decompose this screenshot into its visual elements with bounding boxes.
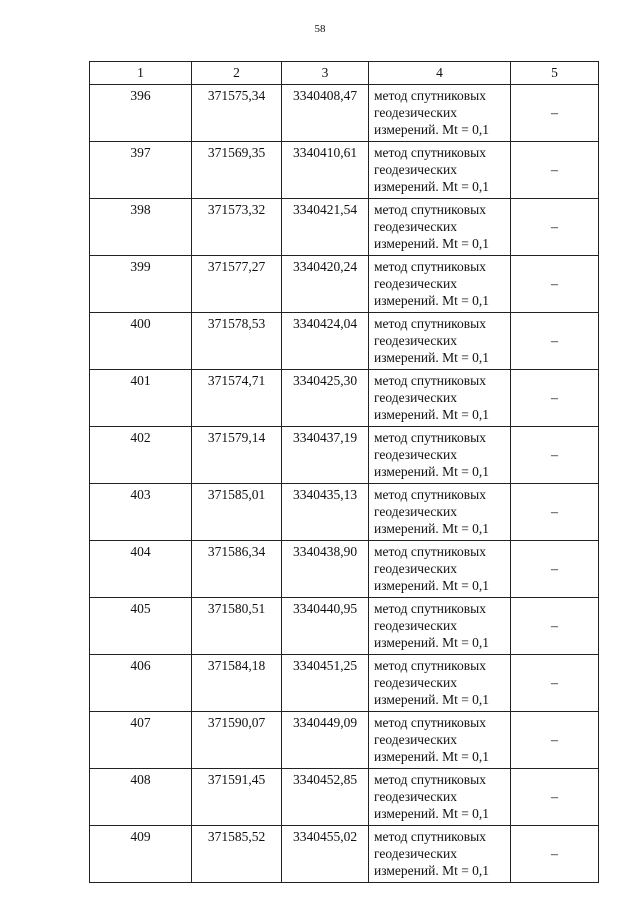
note-cell: – [511, 541, 599, 598]
table-row [90, 541, 599, 598]
x-coordinate-cell: 371585,52 [192, 826, 282, 883]
y-coordinate-cell: 3340435,13 [282, 484, 369, 541]
x-coordinate-cell: 371579,14 [192, 427, 282, 484]
x-coordinate-cell: 371584,18 [192, 655, 282, 712]
y-coordinate-cell: 3340437,19 [282, 427, 369, 484]
note-cell: – [511, 427, 599, 484]
y-coordinate-cell: 3340421,54 [282, 199, 369, 256]
point-number-cell: 400 [90, 313, 192, 370]
x-coordinate-cell: 371586,34 [192, 541, 282, 598]
y-coordinate-cell: 3340410,61 [282, 142, 369, 199]
point-number-cell: 402 [90, 427, 192, 484]
note-cell: – [511, 826, 599, 883]
y-coordinate-cell: 3340455,02 [282, 826, 369, 883]
note-cell: – [511, 769, 599, 826]
table-row [90, 427, 599, 484]
point-number-cell: 401 [90, 370, 192, 427]
table-row [90, 256, 599, 313]
x-coordinate-cell: 371573,32 [192, 199, 282, 256]
note-cell: – [511, 370, 599, 427]
method-cell: метод спутниковых геодезических измерений. Mt = 0,1 [369, 826, 511, 883]
point-number-cell: 409 [90, 826, 192, 883]
page-number: 58 [314, 23, 326, 35]
point-number-cell: 407 [90, 712, 192, 769]
point-number-cell: 408 [90, 769, 192, 826]
x-coordinate-cell: 371569,35 [192, 142, 282, 199]
note-cell: – [511, 484, 599, 541]
point-number-cell: 398 [90, 199, 192, 256]
table-row [90, 826, 599, 883]
header-col-4: 4 [369, 62, 511, 85]
method-cell: метод спутниковых геодезических измерений. Mt = 0,1 [369, 769, 511, 826]
y-coordinate-cell: 3340451,25 [282, 655, 369, 712]
y-coordinate-cell: 3340408,47 [282, 85, 369, 142]
header-col-5: 5 [511, 62, 599, 85]
point-number-cell: 403 [90, 484, 192, 541]
note-cell: – [511, 142, 599, 199]
method-cell: метод спутниковых геодезических измерений. Mt = 0,1 [369, 370, 511, 427]
method-cell: метод спутниковых геодезических измерений. Mt = 0,1 [369, 256, 511, 313]
x-coordinate-cell: 371585,01 [192, 484, 282, 541]
table-row [90, 712, 599, 769]
x-coordinate-cell: 371574,71 [192, 370, 282, 427]
point-number-cell: 404 [90, 541, 192, 598]
note-cell: – [511, 85, 599, 142]
y-coordinate-cell: 3340425,30 [282, 370, 369, 427]
x-coordinate-cell: 371578,53 [192, 313, 282, 370]
method-cell: метод спутниковых геодезических измерений. Mt = 0,1 [369, 712, 511, 769]
point-number-cell: 399 [90, 256, 192, 313]
coordinates-table [89, 61, 599, 883]
x-coordinate-cell: 371577,27 [192, 256, 282, 313]
y-coordinate-cell: 3340440,95 [282, 598, 369, 655]
method-cell: метод спутниковых геодезических измерений. Mt = 0,1 [369, 199, 511, 256]
table-row [90, 598, 599, 655]
table-header [90, 62, 599, 85]
note-cell: – [511, 712, 599, 769]
header-col-3: 3 [282, 62, 369, 85]
table-row [90, 655, 599, 712]
point-number-cell: 406 [90, 655, 192, 712]
method-cell: метод спутниковых геодезических измерений. Mt = 0,1 [369, 484, 511, 541]
table-row [90, 85, 599, 142]
method-cell: метод спутниковых геодезических измерений. Mt = 0,1 [369, 313, 511, 370]
y-coordinate-cell: 3340420,24 [282, 256, 369, 313]
method-cell: метод спутниковых геодезических измерений. Mt = 0,1 [369, 85, 511, 142]
point-number-cell: 396 [90, 85, 192, 142]
table-row [90, 484, 599, 541]
method-cell: метод спутниковых геодезических измерений. Mt = 0,1 [369, 541, 511, 598]
note-cell: – [511, 313, 599, 370]
note-cell: – [511, 256, 599, 313]
method-cell: метод спутниковых геодезических измерений. Mt = 0,1 [369, 142, 511, 199]
table-row [90, 769, 599, 826]
x-coordinate-cell: 371591,45 [192, 769, 282, 826]
table-body [90, 85, 599, 883]
point-number-cell: 405 [90, 598, 192, 655]
table-row [90, 370, 599, 427]
table-row [90, 313, 599, 370]
x-coordinate-cell: 371575,34 [192, 85, 282, 142]
x-coordinate-cell: 371580,51 [192, 598, 282, 655]
note-cell: – [511, 199, 599, 256]
note-cell: – [511, 655, 599, 712]
table-row [90, 199, 599, 256]
note-cell: – [511, 598, 599, 655]
method-cell: метод спутниковых геодезических измерений. Mt = 0,1 [369, 427, 511, 484]
y-coordinate-cell: 3340424,04 [282, 313, 369, 370]
y-coordinate-cell: 3340449,09 [282, 712, 369, 769]
header-col-2: 2 [192, 62, 282, 85]
point-number-cell: 397 [90, 142, 192, 199]
y-coordinate-cell: 3340438,90 [282, 541, 369, 598]
x-coordinate-cell: 371590,07 [192, 712, 282, 769]
y-coordinate-cell: 3340452,85 [282, 769, 369, 826]
method-cell: метод спутниковых геодезических измерений. Mt = 0,1 [369, 655, 511, 712]
header-col-1: 1 [90, 62, 192, 85]
header-row [90, 62, 599, 85]
method-cell: метод спутниковых геодезических измерений. Mt = 0,1 [369, 598, 511, 655]
table-row [90, 142, 599, 199]
